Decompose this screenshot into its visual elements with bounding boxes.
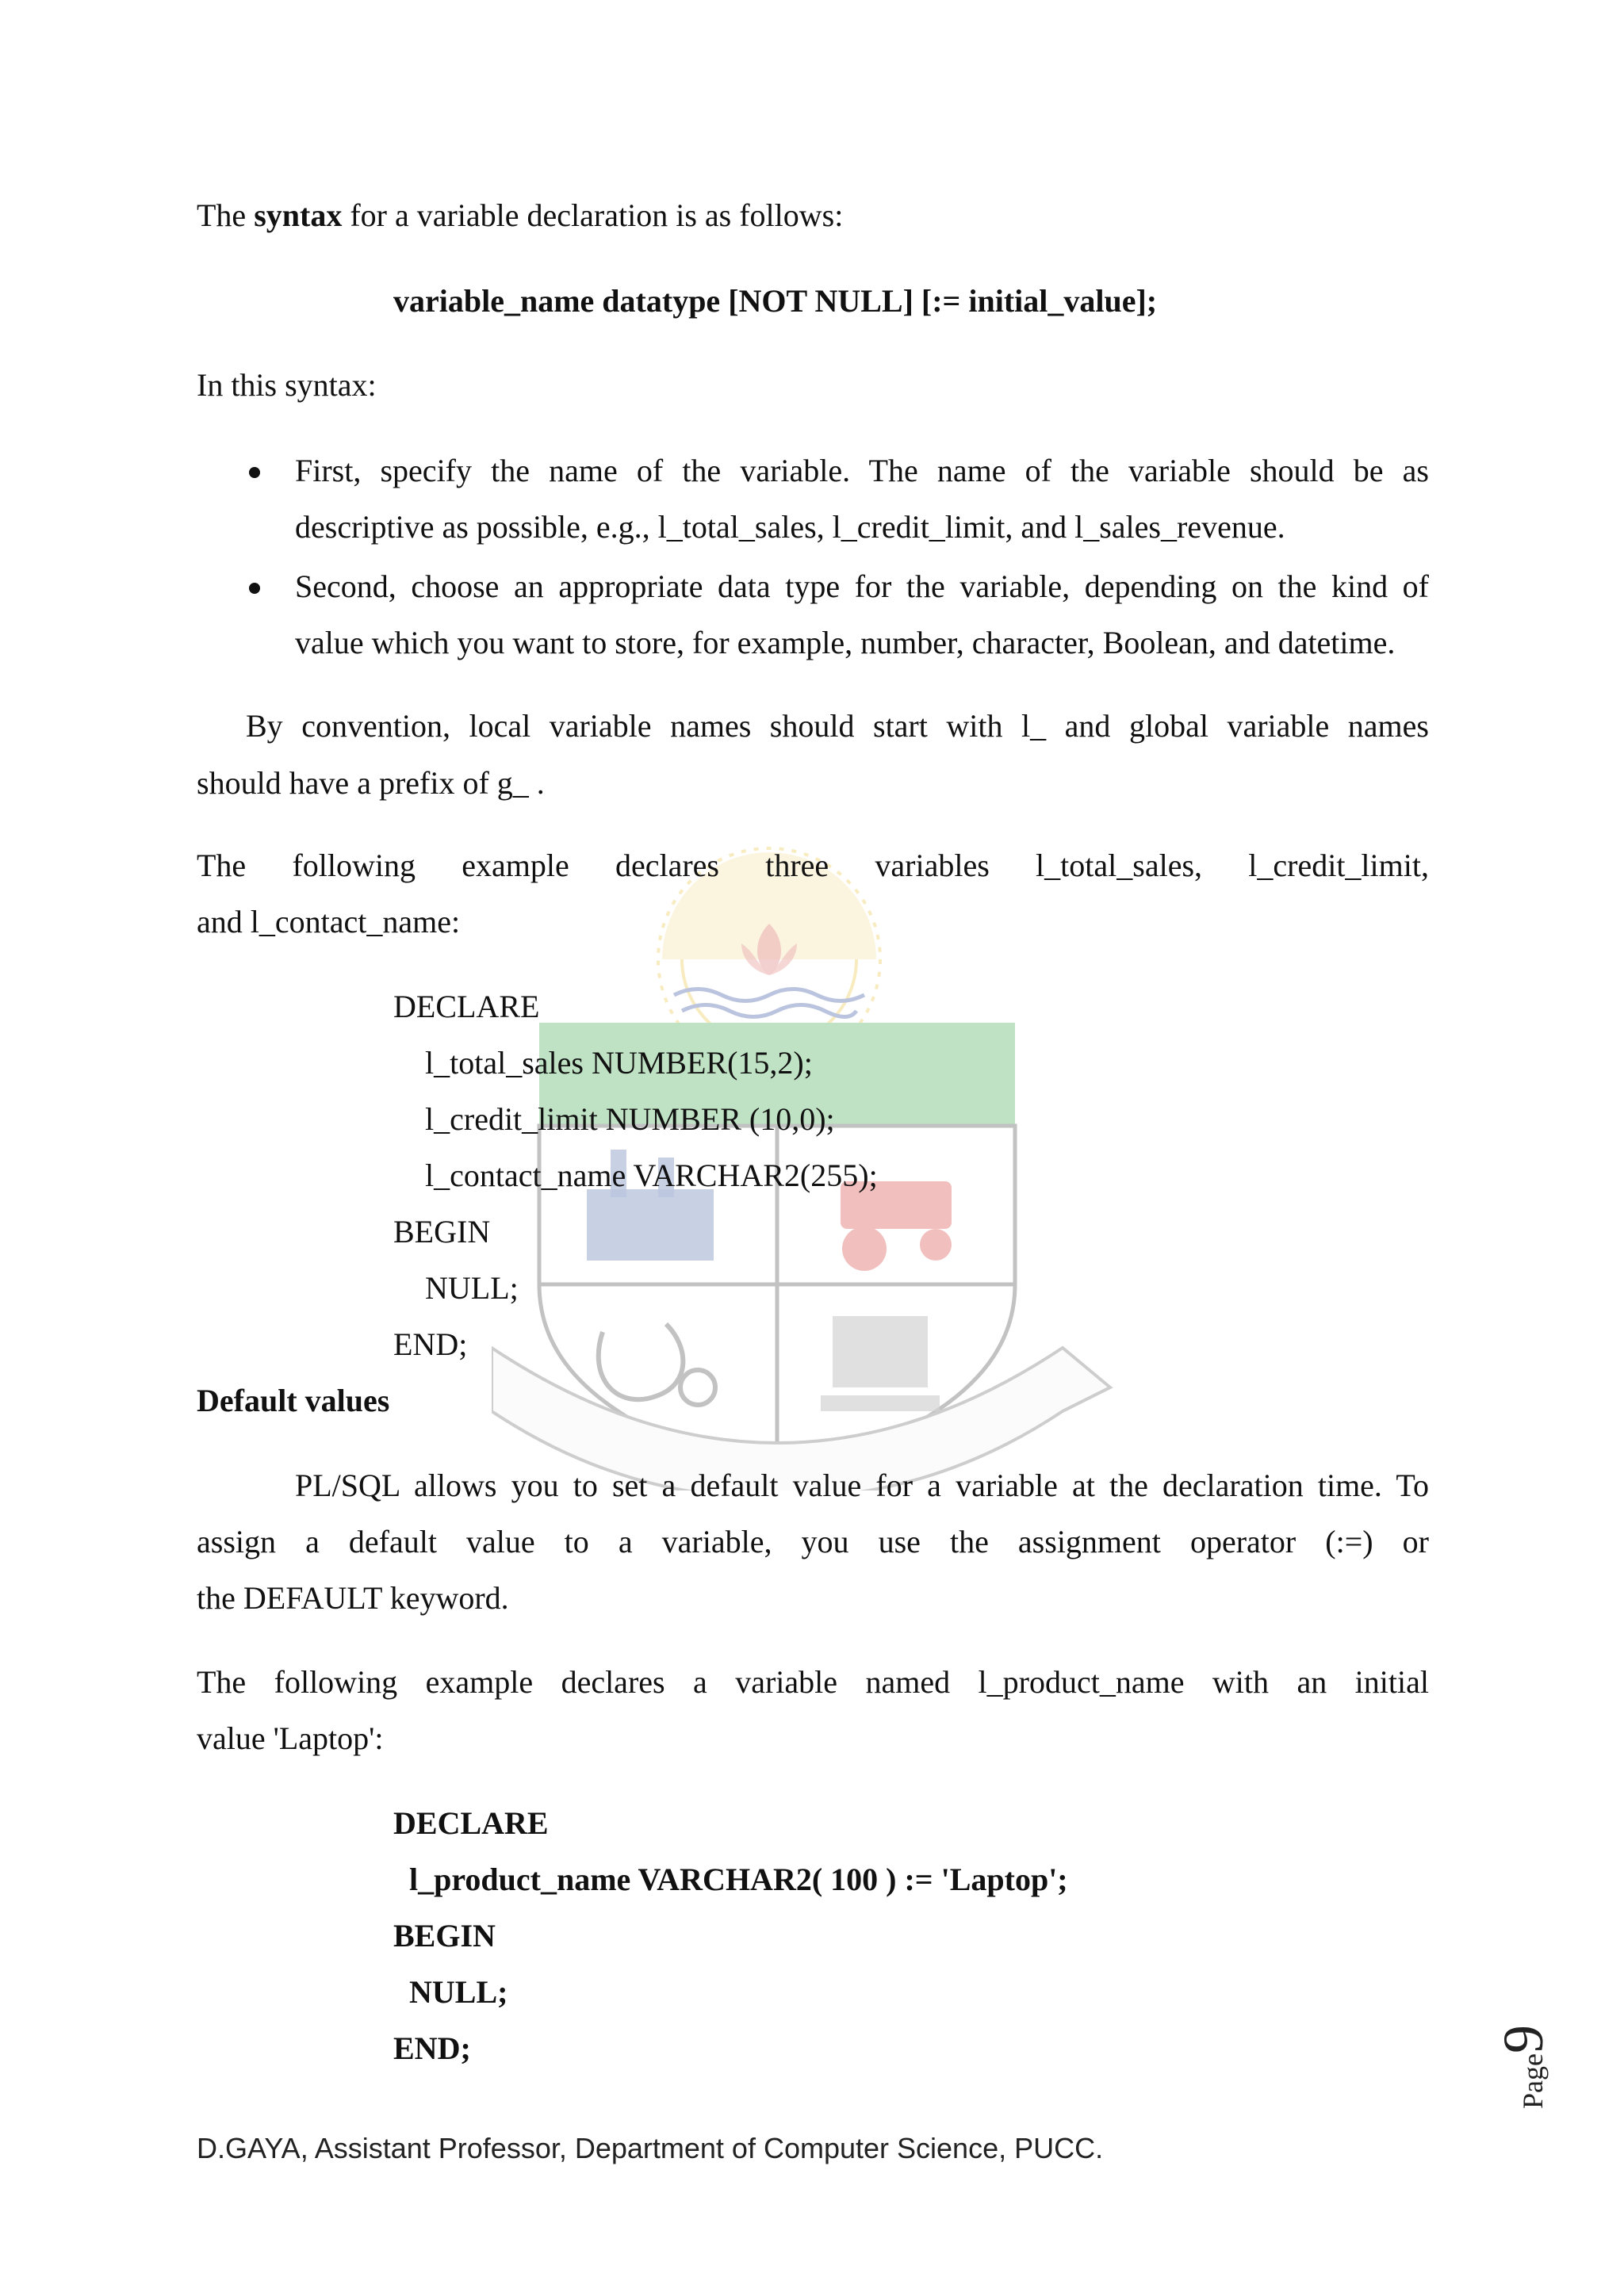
page-label: Page	[1517, 2053, 1549, 2109]
page-number	[1491, 1982, 1586, 2109]
bullet-dot-icon	[249, 467, 260, 478]
bullet-dot-icon	[249, 583, 260, 594]
syntax-intro-bold: syntax	[254, 197, 343, 233]
example2-intro-line-2: value 'Laptop':	[197, 1720, 384, 1756]
bullet-1-line-2: descriptive as possible, e.g., l_total_sales, l_credit_limit, and l_sales_revenue.	[295, 509, 1285, 545]
example2-intro-line-1: The following example declares a variable named l_product_name with an initial	[197, 1664, 1429, 1700]
syntax-intro-line	[197, 195, 843, 236]
code2-line: NULL;	[409, 1974, 508, 2010]
code2-line: BEGIN	[393, 1918, 496, 1954]
syntax-intro-post: for a variable declaration is as follows:	[342, 197, 844, 233]
example1-intro-line-1: The following example declares three variables l_total_sales, l_credit_limit,	[197, 848, 1429, 883]
page-number-value: 9	[1492, 2025, 1555, 2054]
default-para-line-2: assign a default value to a variable, you use the assignment operator (:=) or	[197, 1524, 1429, 1559]
bullet-2-line-1: Second, choose an appropriate data type for the variable, depending on the kind of	[295, 568, 1429, 604]
bullet-2-line-2: value which you want to store, for example, number, character, Boolean, and datetime.	[295, 625, 1396, 660]
code1-line: DECLARE	[393, 989, 540, 1024]
in-this-syntax-label: In this syntax:	[197, 367, 377, 403]
default-values-heading: Default values	[197, 1383, 390, 1418]
code1-line: l_credit_limit NUMBER (10,0);	[425, 1101, 835, 1137]
bullet-1-line-1: First, specify the name of the variable. The name of the variable should be as	[295, 453, 1429, 488]
convention-line-2: should have a prefix of g_ .	[197, 765, 545, 801]
convention-line-1: By convention, local variable names should start with l_ and global variable names	[246, 708, 1429, 744]
code1-line: l_total_sales NUMBER(15,2);	[425, 1045, 813, 1081]
example1-intro-line-2: and l_contact_name:	[197, 904, 461, 939]
code1-line: NULL;	[425, 1270, 519, 1306]
code2-line: END;	[393, 2030, 471, 2066]
syntax-intro-pre: The	[197, 197, 255, 233]
code2-line: l_product_name VARCHAR2( 100 ) := 'Laptop';	[409, 1862, 1068, 1897]
default-para-line-3: the DEFAULT keyword.	[197, 1580, 509, 1616]
default-para-line-1: PL/SQL allows you to set a default value for a variable at the declaration time. To	[295, 1468, 1429, 1503]
syntax-declaration: variable_name datatype [NOT NULL] [:= initial_value];	[393, 283, 1158, 319]
code1-line: BEGIN	[393, 1214, 491, 1249]
code2-line: DECLARE	[393, 1805, 549, 1841]
page-footer: D.GAYA, Assistant Professor, Department of Computer Science, PUCC.	[197, 2132, 1104, 2164]
code1-line: l_contact_name VARCHAR2(255);	[425, 1158, 878, 1193]
code1-line: END;	[393, 1326, 468, 1362]
